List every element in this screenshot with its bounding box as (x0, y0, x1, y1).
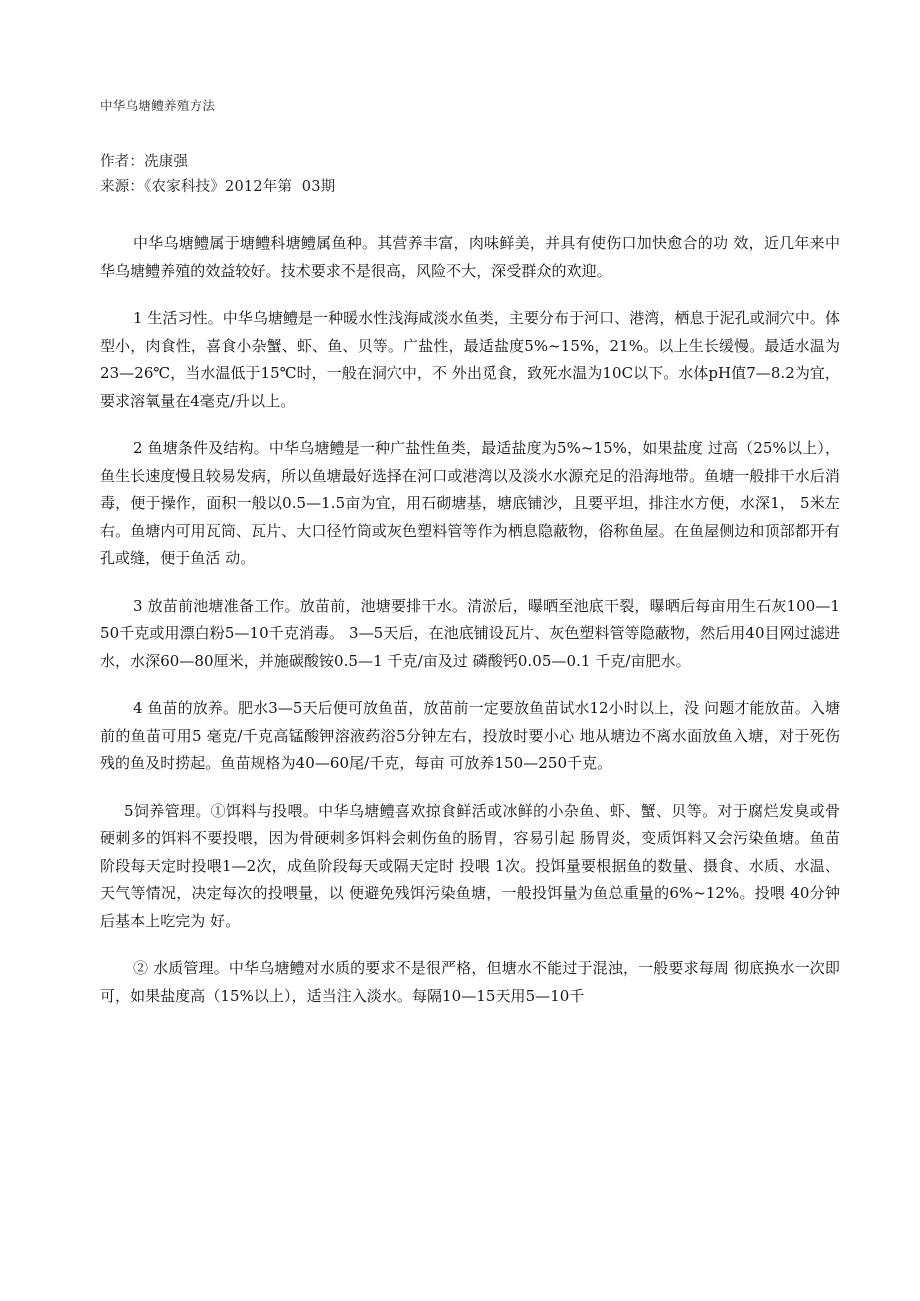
paragraph-intro: 中华乌塘鳢属于塘鳢科塘鳢属鱼种。其营养丰富，肉味鲜美，并具有使伤口加快愈合的功 效，近几年来中华乌塘鳢养殖的效益较好。技术要求不是很高，风险不大，深受群众的欢迎。 (100, 234, 840, 280)
byline-source: 来源：《农家科技》2012年第 03期 (100, 179, 336, 195)
document-content (100, 96, 840, 1010)
byline-author: 作者：冼康强 (100, 154, 189, 170)
paragraph-section-4-stocking: 4 鱼苗的放养。肥水3—5天后便可放鱼苗，放苗前一定要放鱼苗试水12小时以上，没 问题才能放苗。入塘前的鱼苗可用5 毫克/千克高锰酸钾溶液药浴5分钟左右，投放时要小心 地从塘边不离水面放鱼入塘，对于死伤残的鱼及时捞起。鱼苗规格为40—60尾/千克，每亩 可放养150—250千克。 (100, 699, 840, 772)
article-body (100, 230, 840, 1010)
paragraph-section-3-preparation: 3 放苗前池塘准备工作。放苗前，池塘要排干水。清淤后，曝晒至池底干裂，曝晒后每亩用生石灰100—150千克或用漂白粉5—10千克消毒。 3—5天后，在池底铺设瓦片、灰色塑料管等隐蔽物，然后用40目网过滤进水，水深60—80厘米，并施碳酸铵0.5—1 千克/亩及过 磷酸钙0.05—0.1 千克/亩肥水。 (100, 596, 840, 670)
paragraph-section-5-feeding: 5饲养管理。①饵料与投喂。中华乌塘鳢喜欢掠食鲜活或冰鲜的小杂鱼、虾、蟹、贝等。对于腐烂发臭或骨硬刺多的饵料不要投喂，因为骨硬刺多饵料会刺伤鱼的肠胃，容易引起 肠胃炎，变质饵料又会污染鱼塘。鱼苗阶段每天定时投喂1—2次，成鱼阶段每天或隔天定时 投喂 1次。投饵量要根据鱼的数量、摄食、水质、水温、天气等情况，决定每次的投喂量，以 便避免残饵污染鱼塘，一般投饵量为鱼总重量的6%~12%。投喂 40分钟后基本上吃完为 好。 (100, 801, 840, 930)
paragraph-section-1-habits: 1 生活习性。中华乌塘鳢是一种暖水性浅海咸淡水鱼类，主要分布于河口、港湾，栖息于泥孔或洞穴中。体型小，肉食性，喜食小杂蟹、虾、鱼、贝等。广盐性，最适盐度5%~15%，21%。以上生长缓慢。最适水温为23—26℃，当水温低于15℃时，一般在洞穴中，不 外出觅食，致死水温为10C以下。水体pH值7—8.2为宜，要求溶氧量在4毫克/升以上。 (100, 309, 840, 410)
byline (100, 150, 840, 200)
page-title: 中华乌塘鳢养殖方法 (100, 98, 216, 113)
paragraph-section-5-water-quality: ② 水质管理。中华乌塘鳢对水质的要求不是很严格，但塘水不能过于混浊，一般要求每周 彻底换水一次即可，如果盐度高（15%以上），适当注入淡水。每隔10—15天用5—10千 (100, 959, 840, 1005)
paragraph-section-2-pond: 2 鱼塘条件及结构。中华乌塘鳢是一种广盐性鱼类，最适盐度为5%~15%，如果盐度 过高（25%以上），鱼生长速度慢且较易发病，所以鱼塘最好选择在河口或港湾以及淡水水源充足的沿海地带。鱼塘一般排干水后消毒，便于操作，面积一般以0.5—1.5亩为宜，用石砌塘基，塘底铺沙，且要平坦，排注水方便，水深1， 5米左右。鱼塘内可用瓦筒、瓦片、大口径竹筒或灰色塑料管等作为栖息隐蔽物，俗称鱼屋。在鱼屋侧边和顶部都开有孔或缝，便于鱼活 动。 (100, 439, 840, 567)
